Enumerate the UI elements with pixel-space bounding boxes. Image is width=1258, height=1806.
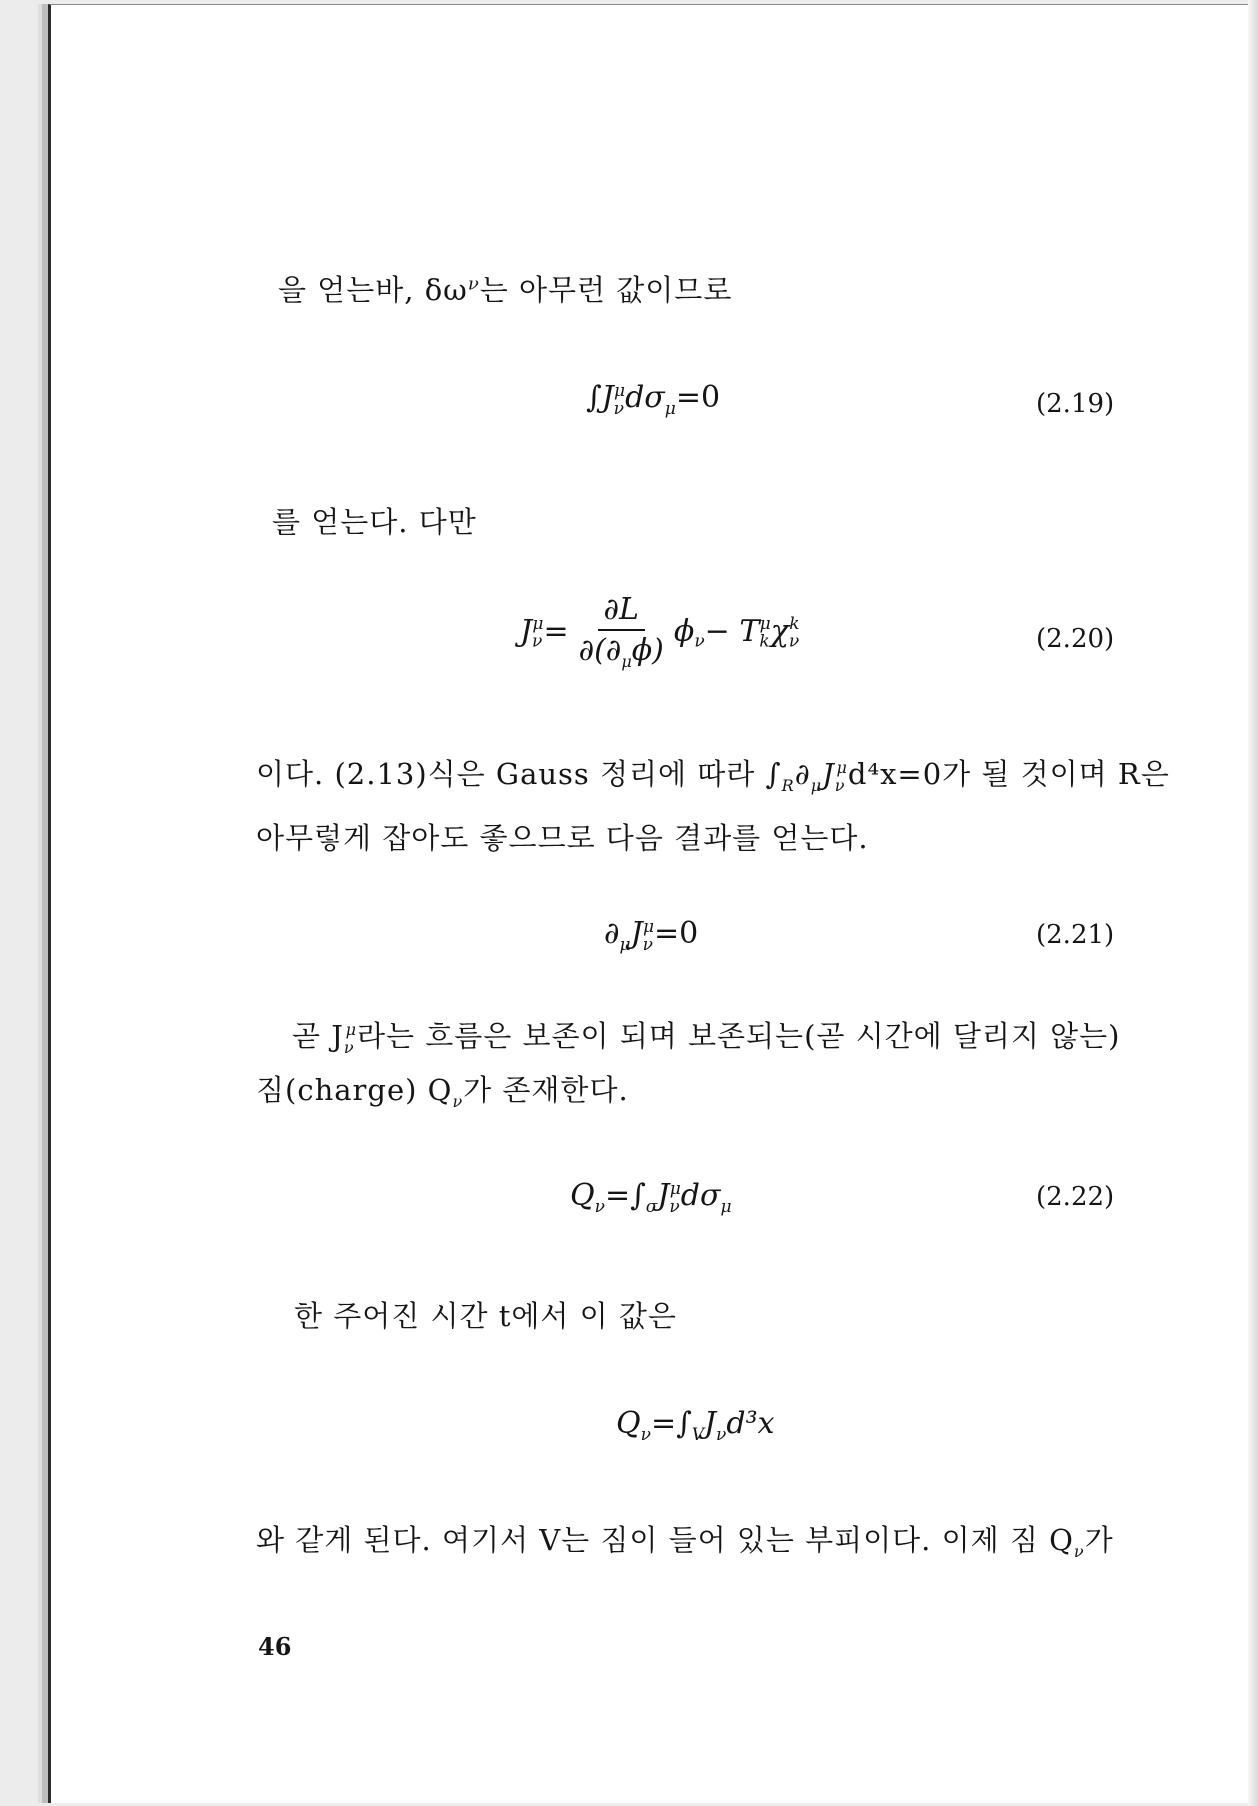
fraction: $\frac{\partial L}{\partial(\partial_\mu\phi)}$	[578, 592, 664, 671]
equation-number-2-21: (2.21)	[1036, 920, 1115, 950]
equation-2-19: $\int J_\nu^\mu d\sigma_\mu=0$	[586, 380, 721, 419]
equation-number-2-22: (2.22)	[1036, 1182, 1115, 1212]
equation-number-2-19: (2.19)	[1036, 389, 1115, 419]
equation-number-2-20: (2.20)	[1036, 624, 1115, 654]
text-line-5: 곧 $J_\nu^\mu$라는 흐름은 보존이 되며 보존되는(곧 시간에 달리지 않는)	[292, 1019, 1121, 1057]
equation-2-20: $J_\nu^\mu=$ $\frac{\partial L}{\partial(\partial_\mu\phi)}$ $\phi_\nu- T_k^\mu\chi_\nu^k$	[520, 592, 800, 671]
page-number: 46	[258, 1632, 292, 1661]
page-edge	[1248, 0, 1258, 1806]
text-line-8: 와 같게 된다. 여기서 V는 짐이 들어 있는 부피이다. 이제 짐 $Q_\nu$가	[256, 1523, 1114, 1561]
text-line-2: 를 얻는다. 다만	[272, 505, 477, 539]
equation-2-22: $Q_\nu=\int_\sigma J_\nu^\mu d\sigma_\mu$	[570, 1178, 732, 1217]
equation-charge-volume: $Q_\nu=\int_VJ_\nu d^3x$	[616, 1406, 775, 1445]
equation-2-21: $\partial_\mu J_\nu^\mu=0$	[604, 916, 699, 955]
text-line-7: 한 주어진 시간 t에서 이 값은	[294, 1299, 677, 1333]
text-line-1: 을 얻는바, $\delta\omega^\nu$는 아무런 값이므로	[278, 273, 733, 307]
text-line-4: 아무렇게 잡아도 좋으므로 다음 결과를 얻는다.	[256, 821, 869, 855]
text-line-3: 이다. (2.13)식은 Gauss 정리에 따라 $\int_R\partial_\mu J_\nu^\mu d^4x=0$가 될 것이며 R은	[256, 757, 1170, 795]
text-line-6: 짐(charge) $Q_\nu$가 존재한다.	[256, 1073, 629, 1111]
